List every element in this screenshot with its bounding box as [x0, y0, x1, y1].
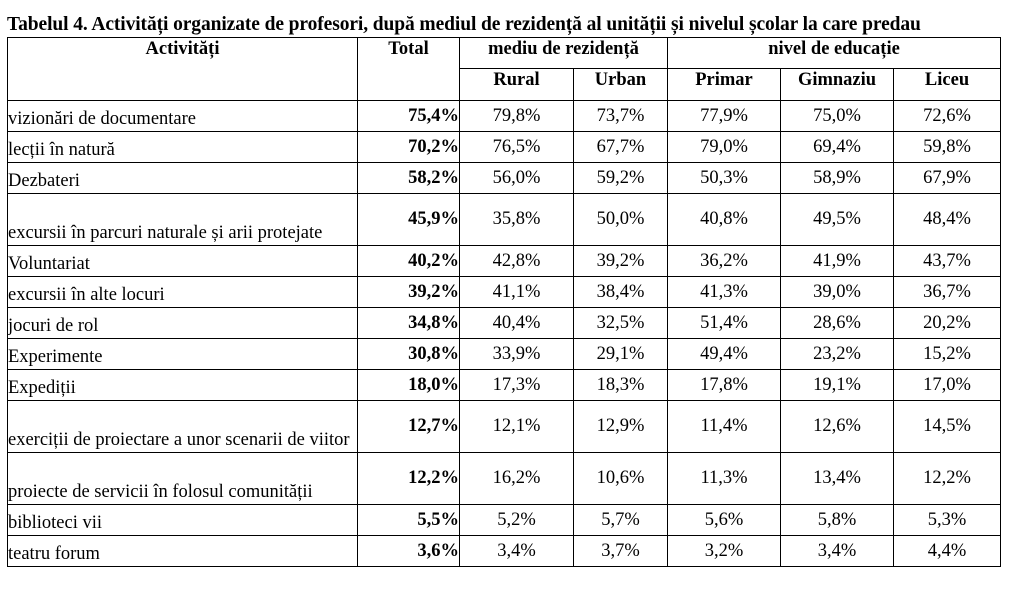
activity-cell: proiecte de servicii în folosul comunității [8, 453, 358, 505]
table-row [8, 246, 1001, 277]
table-row [8, 194, 1001, 246]
rural-cell: 56,0% [460, 163, 574, 194]
header-primar: Primar [668, 69, 781, 101]
primar-cell: 36,2% [668, 246, 781, 277]
header-education-group: nivel de educație [668, 38, 1001, 69]
table-row [8, 132, 1001, 163]
activity-cell: excursii în parcuri naturale și arii protejate [8, 194, 358, 246]
gimnaziu-cell: 13,4% [781, 453, 894, 505]
activity-cell: teatru forum [8, 536, 358, 567]
urban-cell: 12,9% [574, 401, 668, 453]
total-cell: 45,9% [358, 194, 460, 246]
urban-cell: 50,0% [574, 194, 668, 246]
urban-cell: 67,7% [574, 132, 668, 163]
rural-cell: 5,2% [460, 505, 574, 536]
table-row [8, 163, 1001, 194]
urban-cell: 32,5% [574, 308, 668, 339]
primar-cell: 5,6% [668, 505, 781, 536]
primar-cell: 41,3% [668, 277, 781, 308]
activity-cell: biblioteci vii [8, 505, 358, 536]
rural-cell: 42,8% [460, 246, 574, 277]
primar-cell: 49,4% [668, 339, 781, 370]
header-rural: Rural [460, 69, 574, 101]
total-cell: 39,2% [358, 277, 460, 308]
rural-cell: 35,8% [460, 194, 574, 246]
activity-cell: jocuri de rol [8, 308, 358, 339]
liceu-cell: 36,7% [894, 277, 1001, 308]
total-cell: 18,0% [358, 370, 460, 401]
table-row [8, 339, 1001, 370]
urban-cell: 73,7% [574, 101, 668, 132]
primar-cell: 3,2% [668, 536, 781, 567]
liceu-cell: 67,9% [894, 163, 1001, 194]
activity-cell: Experimente [8, 339, 358, 370]
urban-cell: 39,2% [574, 246, 668, 277]
rural-cell: 3,4% [460, 536, 574, 567]
rural-cell: 16,2% [460, 453, 574, 505]
urban-cell: 18,3% [574, 370, 668, 401]
total-cell: 5,5% [358, 505, 460, 536]
header-row-groups [8, 38, 1001, 69]
table-row [8, 101, 1001, 132]
total-cell: 58,2% [358, 163, 460, 194]
rural-cell: 41,1% [460, 277, 574, 308]
gimnaziu-cell: 41,9% [781, 246, 894, 277]
gimnaziu-cell: 49,5% [781, 194, 894, 246]
gimnaziu-cell: 75,0% [781, 101, 894, 132]
primar-cell: 40,8% [668, 194, 781, 246]
urban-cell: 3,7% [574, 536, 668, 567]
gimnaziu-cell: 28,6% [781, 308, 894, 339]
primar-cell: 11,4% [668, 401, 781, 453]
liceu-cell: 72,6% [894, 101, 1001, 132]
urban-cell: 10,6% [574, 453, 668, 505]
table-caption: Tabelul 4. Activități organizate de profesori, după mediul de rezidență al unității și nivelul școlar la care predau [7, 14, 921, 35]
liceu-cell: 14,5% [894, 401, 1001, 453]
table-row [8, 401, 1001, 453]
liceu-cell: 5,3% [894, 505, 1001, 536]
activity-cell: vizionări de documentare [8, 101, 358, 132]
liceu-cell: 43,7% [894, 246, 1001, 277]
total-cell: 70,2% [358, 132, 460, 163]
total-cell: 30,8% [358, 339, 460, 370]
primar-cell: 51,4% [668, 308, 781, 339]
gimnaziu-cell: 23,2% [781, 339, 894, 370]
activity-cell: lecții în natură [8, 132, 358, 163]
table-row [8, 536, 1001, 567]
primar-cell: 17,8% [668, 370, 781, 401]
header-total: Total [358, 38, 460, 101]
total-cell: 12,7% [358, 401, 460, 453]
liceu-cell: 17,0% [894, 370, 1001, 401]
activity-cell: Dezbateri [8, 163, 358, 194]
liceu-cell: 20,2% [894, 308, 1001, 339]
total-cell: 3,6% [358, 536, 460, 567]
table-row [8, 453, 1001, 505]
primar-cell: 50,3% [668, 163, 781, 194]
gimnaziu-cell: 5,8% [781, 505, 894, 536]
gimnaziu-cell: 39,0% [781, 277, 894, 308]
total-cell: 34,8% [358, 308, 460, 339]
header-activities: Activități [8, 38, 358, 101]
liceu-cell: 48,4% [894, 194, 1001, 246]
liceu-cell: 12,2% [894, 453, 1001, 505]
total-cell: 40,2% [358, 246, 460, 277]
activity-cell: Expediții [8, 370, 358, 401]
urban-cell: 59,2% [574, 163, 668, 194]
activity-cell: Voluntariat [8, 246, 358, 277]
rural-cell: 12,1% [460, 401, 574, 453]
header-liceu: Liceu [894, 69, 1001, 101]
gimnaziu-cell: 19,1% [781, 370, 894, 401]
rural-cell: 40,4% [460, 308, 574, 339]
activity-cell: excursii în alte locuri [8, 277, 358, 308]
liceu-cell: 4,4% [894, 536, 1001, 567]
header-urban: Urban [574, 69, 668, 101]
urban-cell: 29,1% [574, 339, 668, 370]
total-cell: 12,2% [358, 453, 460, 505]
primar-cell: 79,0% [668, 132, 781, 163]
primar-cell: 11,3% [668, 453, 781, 505]
liceu-cell: 59,8% [894, 132, 1001, 163]
gimnaziu-cell: 3,4% [781, 536, 894, 567]
header-residence-group: mediu de rezidență [460, 38, 668, 69]
table-row [8, 277, 1001, 308]
table-row [8, 505, 1001, 536]
rural-cell: 33,9% [460, 339, 574, 370]
gimnaziu-cell: 58,9% [781, 163, 894, 194]
primar-cell: 77,9% [668, 101, 781, 132]
rural-cell: 17,3% [460, 370, 574, 401]
gimnaziu-cell: 69,4% [781, 132, 894, 163]
rural-cell: 76,5% [460, 132, 574, 163]
urban-cell: 38,4% [574, 277, 668, 308]
activities-table [7, 37, 1001, 567]
liceu-cell: 15,2% [894, 339, 1001, 370]
header-gimnaziu: Gimnaziu [781, 69, 894, 101]
table-row [8, 308, 1001, 339]
urban-cell: 5,7% [574, 505, 668, 536]
rural-cell: 79,8% [460, 101, 574, 132]
total-cell: 75,4% [358, 101, 460, 132]
activity-cell: exerciții de proiectare a unor scenarii de viitor [8, 401, 358, 453]
gimnaziu-cell: 12,6% [781, 401, 894, 453]
table-row [8, 370, 1001, 401]
